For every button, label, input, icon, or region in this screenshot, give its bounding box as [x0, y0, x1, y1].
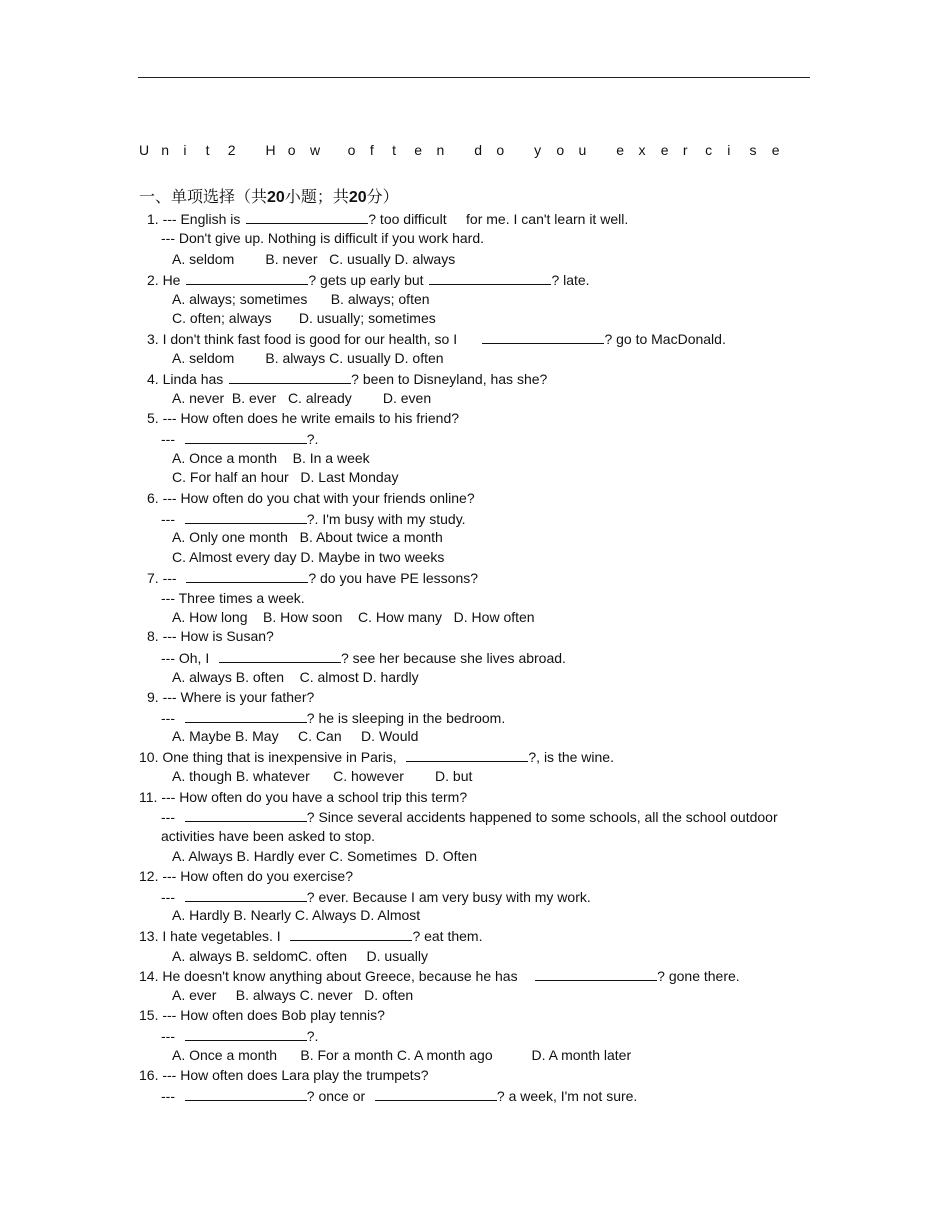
line-text: 2. He	[147, 272, 185, 288]
line-text: ?. I'm busy with my study.	[306, 511, 466, 527]
line-text: activities have been asked to stop.	[161, 828, 376, 844]
line-text: A. always B. seldomC. often D. usually	[172, 948, 428, 964]
question-line	[161, 1027, 318, 1044]
line-text: 11. --- How often do you have a school trip this term?	[139, 789, 468, 805]
line-text: A. always; sometimes B. always; often	[172, 291, 430, 307]
line-text: ---	[161, 1028, 183, 1044]
answer-blank[interactable]	[186, 271, 308, 285]
question-line	[139, 789, 467, 805]
question-line	[172, 1047, 631, 1063]
title-char: o	[347, 142, 356, 158]
line-text: ---	[161, 710, 183, 726]
top-rule	[138, 77, 810, 78]
line-text: ? a week, I'm not sure.	[496, 1088, 638, 1104]
line-text: ---	[161, 809, 183, 825]
line-text: ? been to Disneyland, has she?	[351, 371, 548, 387]
question-line	[172, 669, 419, 685]
line-text: A. Only one month B. About twice a month	[172, 529, 443, 545]
question-line	[147, 689, 314, 705]
answer-blank[interactable]	[185, 510, 307, 524]
line-text: C. For half an hour D. Last Monday	[172, 469, 399, 485]
answer-blank[interactable]	[185, 808, 307, 822]
line-text: A. How long B. How soon C. How many D. How often	[172, 609, 535, 625]
question-line	[172, 350, 444, 366]
title-char: n	[161, 142, 169, 158]
line-text: A. seldom B. never C. usually D. always	[172, 251, 456, 267]
title-char: o	[496, 142, 505, 158]
question-line	[147, 210, 628, 227]
answer-blank[interactable]	[246, 210, 368, 224]
question-line	[172, 768, 472, 784]
line-text: ? do you have PE lessons?	[308, 570, 479, 586]
answer-blank[interactable]	[482, 330, 604, 344]
answer-blank[interactable]	[375, 1087, 497, 1101]
line-text: 7. ---	[147, 570, 185, 586]
question-line	[139, 1067, 428, 1083]
line-text: A. Once a month B. For a month C. A month ago D. A month later	[172, 1047, 632, 1063]
line-text: 5. --- How often does he write emails to his friend?	[147, 410, 460, 426]
question-line	[139, 748, 614, 765]
line-text: A. Maybe B. May C. Can D. Would	[172, 728, 419, 744]
line-text: A. Always B. Hardly ever C. Sometimes D. Often	[172, 848, 477, 864]
line-text: ---	[161, 431, 183, 447]
section-heading	[139, 184, 399, 207]
title-char: H	[265, 142, 276, 158]
line-text: A. ever B. always C. never D. often	[172, 987, 414, 1003]
question-line	[161, 590, 305, 606]
question-line	[139, 1007, 385, 1023]
title-char: c	[705, 142, 713, 158]
question-line	[161, 649, 566, 666]
question-line	[139, 967, 740, 984]
section-points: 20	[348, 189, 367, 206]
line-text: --- Don't give up. Nothing is difficult if you work hard.	[161, 230, 484, 246]
line-text: A. Once a month B. In a week	[172, 450, 370, 466]
line-text: 13. I hate vegetables. I	[139, 928, 289, 944]
line-text: ? eat them.	[412, 928, 483, 944]
line-text: A. seldom B. always C. usually D. often	[172, 350, 444, 366]
question-line	[161, 828, 375, 844]
line-text: ?, is the wine.	[528, 749, 614, 765]
answer-blank[interactable]	[429, 271, 551, 285]
question-line	[172, 609, 535, 625]
line-text: ? Since several accidents happened to some schools, all the school outdoor	[306, 809, 778, 825]
line-text: ?.	[306, 431, 319, 447]
line-text: 8. --- How is Susan?	[147, 628, 274, 644]
question-line	[172, 529, 443, 545]
line-text: ? too difficult for me. I can't learn it well.	[368, 211, 629, 227]
question-line	[139, 868, 353, 884]
question-line	[147, 628, 274, 644]
title-char: e	[616, 142, 625, 158]
answer-blank[interactable]	[185, 1087, 307, 1101]
title-char: e	[771, 142, 780, 158]
question-line	[161, 888, 591, 905]
line-text: ---	[161, 1088, 183, 1104]
title-char: d	[474, 142, 483, 158]
title-char: n	[436, 142, 445, 158]
answer-blank[interactable]	[185, 888, 307, 902]
title-char: x	[638, 142, 646, 158]
answer-blank[interactable]	[185, 430, 307, 444]
line-text: 4. Linda has	[147, 371, 228, 387]
answer-blank[interactable]	[406, 748, 528, 762]
title-char: o	[287, 142, 296, 158]
answer-blank[interactable]	[219, 649, 341, 663]
line-text: 9. --- Where is your father?	[147, 689, 315, 705]
title-char: i	[727, 142, 731, 158]
question-line	[147, 370, 547, 387]
line-text: 1. --- English is	[147, 211, 245, 227]
question-line	[172, 549, 444, 565]
section-count: 20	[267, 189, 285, 206]
line-text: ? gets up early but	[308, 272, 428, 288]
question-line	[172, 251, 455, 267]
question-line	[161, 430, 318, 447]
answer-blank[interactable]	[535, 967, 657, 981]
title-char: t	[392, 142, 396, 158]
line-text: ? once or	[306, 1088, 373, 1104]
title-char: e	[660, 142, 669, 158]
line-text: ? late.	[551, 272, 590, 288]
title-char: f	[369, 142, 374, 158]
line-text: A. Hardly B. Nearly C. Always D. Almost	[172, 907, 421, 923]
title-char: U	[139, 142, 150, 158]
question-line	[147, 569, 478, 586]
answer-blank[interactable]	[290, 927, 412, 941]
question-line	[161, 230, 484, 246]
question-line	[172, 310, 436, 326]
line-text: ?.	[306, 1028, 319, 1044]
line-text: ? see her because she lives abroad.	[341, 650, 566, 666]
title-char: i	[183, 142, 187, 158]
question-line	[172, 848, 477, 864]
line-text: 15. --- How often does Bob play tennis?	[139, 1007, 385, 1023]
line-text: ---	[161, 511, 183, 527]
question-line	[172, 907, 420, 923]
line-text: --- Three times a week.	[161, 590, 305, 606]
line-text: ? he is sleeping in the bedroom.	[306, 710, 506, 726]
section-mid: 小题；共	[284, 189, 349, 206]
question-line	[161, 1087, 637, 1104]
question-line	[172, 948, 428, 964]
title-char: o	[556, 142, 565, 158]
title-char: u	[578, 142, 587, 158]
title-char: 2	[227, 142, 236, 158]
answer-blank[interactable]	[185, 1027, 307, 1041]
line-text: 14. He doesn't know anything about Greece, because he has	[139, 968, 534, 984]
title-char: y	[534, 142, 542, 158]
question-line	[172, 450, 370, 466]
question-line	[172, 987, 413, 1003]
line-text: ---	[161, 889, 183, 905]
question-line	[172, 291, 430, 307]
line-text: C. Almost every day D. Maybe in two weeks	[172, 549, 445, 565]
question-line	[147, 330, 726, 347]
question-line	[172, 469, 398, 485]
line-text: 6. --- How often do you chat with your friends online?	[147, 490, 475, 506]
question-line	[147, 410, 459, 426]
line-text: A. though B. whatever C. however D. but	[172, 768, 473, 784]
question-line	[161, 510, 466, 527]
section-prefix: 一、单项选择（共	[139, 189, 268, 206]
line-text: A. always B. often C. almost D. hardly	[172, 669, 419, 685]
line-text: 10. One thing that is inexpensive in Paris,	[139, 749, 405, 765]
line-text: C. often; always D. usually; sometimes	[172, 310, 436, 326]
section-suffix: 分）	[366, 189, 399, 206]
question-line	[161, 808, 778, 825]
line-text: --- Oh, I	[161, 650, 217, 666]
question-line	[172, 728, 418, 744]
title-char: t	[205, 142, 210, 158]
line-text: 12. --- How often do you exercise?	[139, 868, 353, 884]
answer-blank[interactable]	[229, 370, 351, 384]
line-text: 3. I don't think fast food is good for our health, so I	[147, 331, 481, 347]
line-text: ? gone there.	[657, 968, 740, 984]
question-line	[139, 927, 482, 944]
question-line	[147, 271, 590, 288]
title-char: s	[749, 142, 757, 158]
answer-blank[interactable]	[185, 709, 307, 723]
answer-blank[interactable]	[186, 569, 308, 583]
title-char: w	[309, 142, 321, 158]
question-line	[172, 390, 431, 406]
title-char: e	[414, 142, 423, 158]
question-line	[147, 490, 475, 506]
line-text: 16. --- How often does Lara play the trumpets?	[139, 1067, 429, 1083]
line-text: ? ever. Because I am very busy with my work.	[306, 889, 591, 905]
line-text: ? go to MacDonald.	[604, 331, 726, 347]
title-char: r	[682, 142, 688, 158]
question-line	[161, 709, 505, 726]
line-text: A. never B. ever C. already D. even	[172, 390, 432, 406]
